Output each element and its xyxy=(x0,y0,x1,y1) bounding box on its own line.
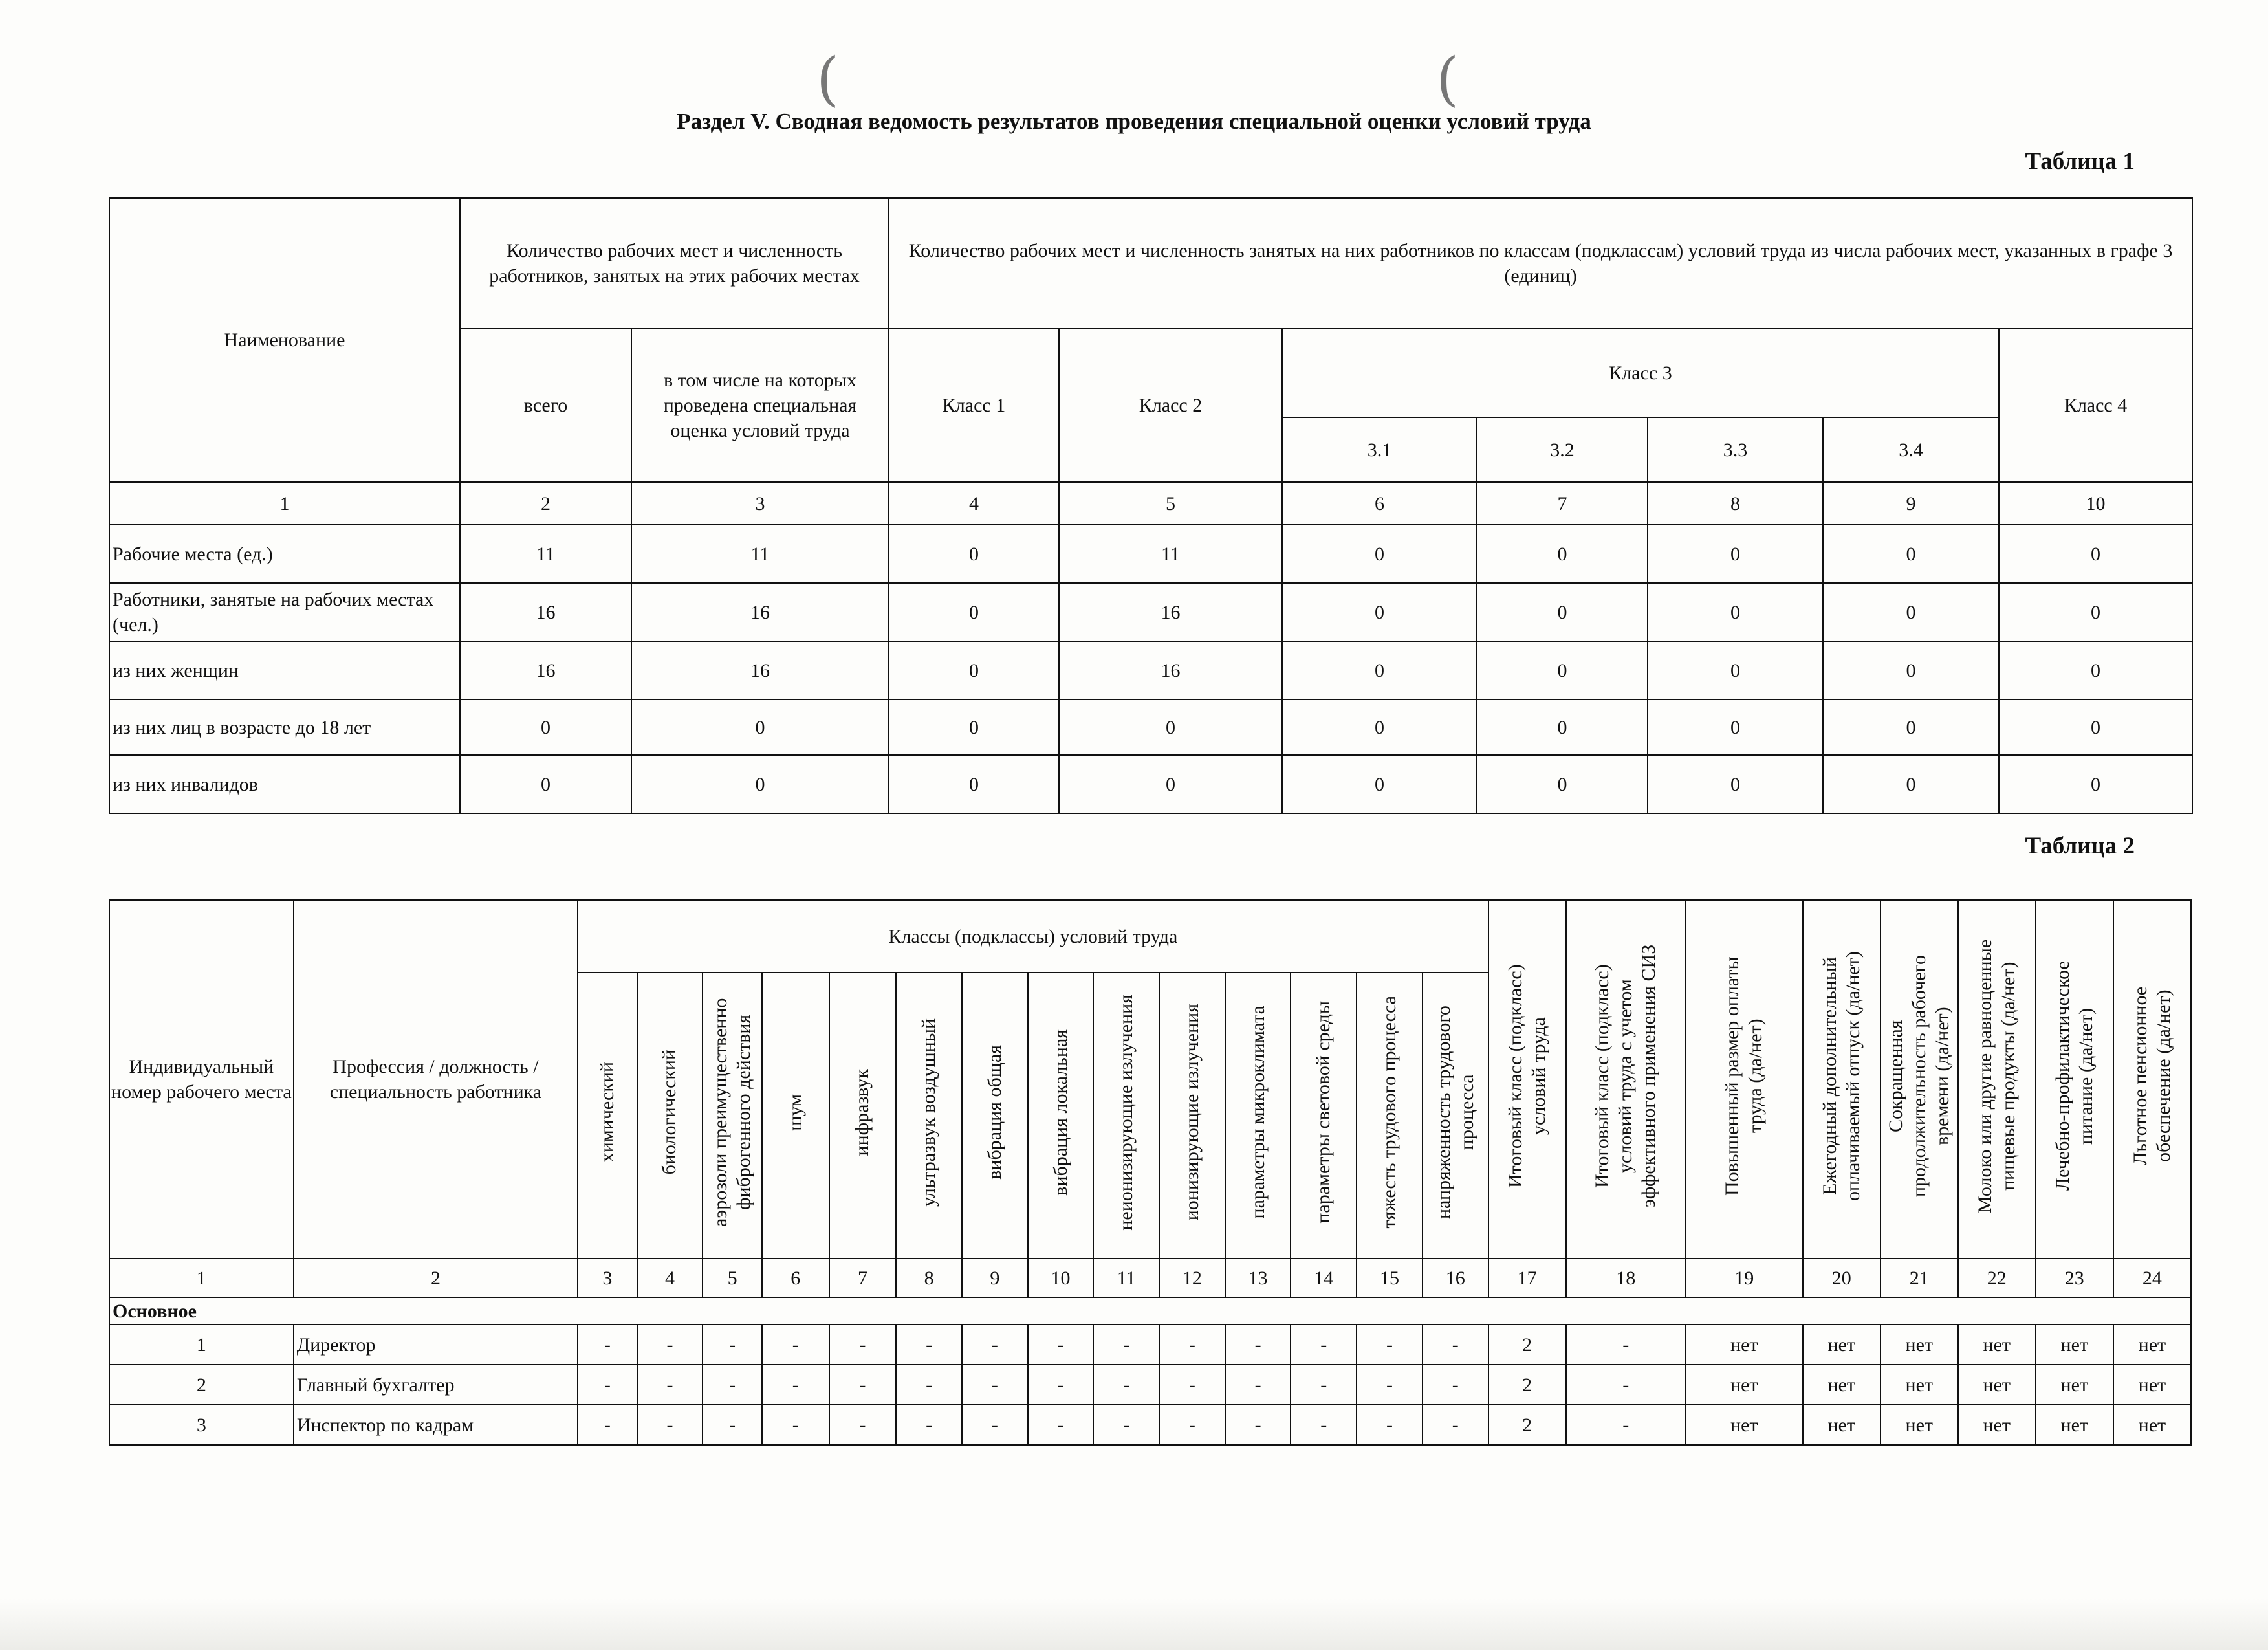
row-label: из них женщин xyxy=(109,641,460,699)
workplace-id: 3 xyxy=(109,1405,294,1445)
t2-header-factor xyxy=(1423,973,1488,1259)
table-row xyxy=(109,1405,2191,1445)
t1-header-class2: Класс 2 xyxy=(1059,329,1282,482)
cell-value: 0 xyxy=(1648,641,1823,699)
cell-value: 0 xyxy=(889,641,1059,699)
t2-header-factor-label: инфразвук xyxy=(851,1068,873,1156)
factor-class: - xyxy=(1423,1325,1488,1365)
cell-value: 0 xyxy=(1059,755,1282,813)
t2-header-preventive-nutrition xyxy=(2036,900,2113,1259)
t2-header-factor xyxy=(829,973,897,1259)
cell-value: 0 xyxy=(1059,699,1282,755)
cell-value: 16 xyxy=(460,641,631,699)
column-number: 7 xyxy=(829,1259,897,1297)
t2-header-factor-label: вибрация локальная xyxy=(1049,1029,1071,1196)
t2-header-factor xyxy=(1159,973,1225,1259)
factor-class: - xyxy=(637,1365,703,1405)
column-number: 8 xyxy=(896,1259,962,1297)
column-number: 14 xyxy=(1291,1259,1357,1297)
cell-value: 0 xyxy=(1477,583,1648,641)
table-row xyxy=(109,699,2192,755)
t2-header-factor xyxy=(1225,973,1291,1259)
t2-header-factor xyxy=(637,973,703,1259)
t2-header-factor-label: шум xyxy=(784,1094,806,1131)
t1-header-name: Наименование xyxy=(109,198,460,482)
cell-value: 0 xyxy=(1648,755,1823,813)
factor-class: - xyxy=(962,1365,1028,1405)
factor-class: - xyxy=(637,1325,703,1365)
t2-header-preventive-nutrition-label: Лечебно-профилактическое питание (да/нет) xyxy=(2051,961,2097,1191)
profession-name: Главный бухгалтер xyxy=(294,1365,578,1405)
factor-class: - xyxy=(762,1365,829,1405)
t2-header-factor xyxy=(1291,973,1357,1259)
table1 xyxy=(109,197,2193,814)
t2-header-milk xyxy=(1958,900,2036,1259)
cell-value: 0 xyxy=(1823,699,1999,755)
column-number: 13 xyxy=(1225,1259,1291,1297)
t1-header-class1: Класс 1 xyxy=(889,329,1059,482)
cell-value: 0 xyxy=(1282,699,1477,755)
column-number: 4 xyxy=(637,1259,703,1297)
t2-header-final-class-label: Итоговый класс (подкласс) условий труда xyxy=(1504,964,1549,1188)
t2-header-profession: Профессия / должность / специальность работника xyxy=(294,900,578,1259)
cell-value: 16 xyxy=(1059,583,1282,641)
final-class: 2 xyxy=(1488,1325,1566,1365)
t2-header-extra-leave-label: Ежегодный дополнительный оплачиваемый отпуск (да/нет) xyxy=(1818,951,1864,1201)
t2-header-reduced-hours-label: Сокращенная продолжительность рабочего времени (да/нет) xyxy=(1884,954,1953,1198)
benefit-value: нет xyxy=(1803,1405,1881,1445)
factor-class: - xyxy=(1159,1365,1225,1405)
column-number: 4 xyxy=(889,482,1059,525)
cell-value: 0 xyxy=(889,525,1059,583)
t2-header-final-class xyxy=(1488,900,1566,1259)
final-class: 2 xyxy=(1488,1365,1566,1405)
row-label: Работники, занятые на рабочих местах (чел.) xyxy=(109,583,460,641)
cell-value: 0 xyxy=(460,755,631,813)
t2-header-factor xyxy=(962,973,1028,1259)
factor-class: - xyxy=(1028,1405,1094,1445)
column-number: 23 xyxy=(2036,1259,2113,1297)
factor-class: - xyxy=(896,1365,962,1405)
factor-class: - xyxy=(962,1405,1028,1445)
cell-value: 0 xyxy=(1999,525,2192,583)
t1-header-classes-group: Количество рабочих мест и численность занятых на них работников по классам (подклассам) условий труда из числа рабочих мест, указанных в графе 3 (единиц) xyxy=(889,198,2192,329)
t2-header-factor-label: химический xyxy=(596,1062,618,1163)
t2-header-final-class-siz-label: Итоговый класс (подкласс) условий труда с учетом эффективного применения СИЗ xyxy=(1591,944,1660,1208)
factor-class: - xyxy=(578,1405,637,1445)
cell-value: 0 xyxy=(1823,525,1999,583)
benefit-value: нет xyxy=(1686,1365,1803,1405)
column-number: 6 xyxy=(762,1259,829,1297)
cell-value: 11 xyxy=(1059,525,1282,583)
scan-bottom-edge xyxy=(0,1598,2268,1650)
t2-header-factor-label: ультразвук воздушный xyxy=(918,1018,940,1207)
column-number: 12 xyxy=(1159,1259,1225,1297)
t2-header-reduced-hours xyxy=(1881,900,1958,1259)
t1-header-assessed: в том числе на которых проведена специальная оценка условий труда xyxy=(631,329,889,482)
benefit-value: нет xyxy=(1686,1325,1803,1365)
column-number: 21 xyxy=(1881,1259,1958,1297)
t2-header-factor xyxy=(896,973,962,1259)
factor-class: - xyxy=(1291,1405,1357,1445)
column-number: 9 xyxy=(962,1259,1028,1297)
cell-value: 0 xyxy=(889,755,1059,813)
cell-value: 11 xyxy=(460,525,631,583)
t1-header-total: всего xyxy=(460,329,631,482)
factor-class: - xyxy=(703,1365,762,1405)
column-number: 22 xyxy=(1958,1259,2036,1297)
column-number: 7 xyxy=(1477,482,1648,525)
benefit-value: нет xyxy=(1881,1405,1958,1445)
table-row xyxy=(109,583,2192,641)
column-number: 2 xyxy=(294,1259,578,1297)
column-number: 5 xyxy=(703,1259,762,1297)
factor-class: - xyxy=(896,1405,962,1445)
column-number: 6 xyxy=(1282,482,1477,525)
factor-class: - xyxy=(762,1325,829,1365)
cell-value: 0 xyxy=(1648,699,1823,755)
factor-class: - xyxy=(829,1405,897,1445)
t2-header-factor-label: биологический xyxy=(659,1050,681,1175)
factor-class: - xyxy=(1093,1365,1159,1405)
column-number: 5 xyxy=(1059,482,1282,525)
t2-header-factor-label: ионизирующие излучения xyxy=(1181,1004,1203,1221)
cell-value: 16 xyxy=(631,583,889,641)
cell-value: 0 xyxy=(1477,699,1648,755)
benefit-value: нет xyxy=(1881,1365,1958,1405)
factor-class: - xyxy=(1093,1405,1159,1445)
t1-header-class3: Класс 3 xyxy=(1282,329,1999,417)
table2-caption: Таблица 2 xyxy=(2025,833,2135,859)
cell-value: 0 xyxy=(1999,755,2192,813)
factor-class: - xyxy=(1225,1405,1291,1445)
table-row xyxy=(109,755,2192,813)
t1-header-3-4: 3.4 xyxy=(1823,417,1999,482)
factor-class: - xyxy=(1093,1325,1159,1365)
column-number: 3 xyxy=(578,1259,637,1297)
factor-class: - xyxy=(1423,1365,1488,1405)
factor-class: - xyxy=(1028,1325,1094,1365)
column-number: 15 xyxy=(1357,1259,1423,1297)
column-number: 24 xyxy=(2113,1259,2191,1297)
factor-class: - xyxy=(1028,1365,1094,1405)
column-number: 1 xyxy=(109,1259,294,1297)
factor-class: - xyxy=(1423,1405,1488,1445)
profession-name: Инспектор по кадрам xyxy=(294,1405,578,1445)
column-number: 16 xyxy=(1423,1259,1488,1297)
t2-header-factor-label: параметры световой среды xyxy=(1313,1001,1335,1224)
table1-caption: Таблица 1 xyxy=(2025,148,2135,175)
t1-header-count-group: Количество рабочих мест и численность работников, занятых на этих рабочих местах xyxy=(460,198,889,329)
benefit-value: нет xyxy=(2036,1325,2113,1365)
column-number: 17 xyxy=(1488,1259,1566,1297)
workplace-id: 2 xyxy=(109,1365,294,1405)
column-number: 10 xyxy=(1028,1259,1094,1297)
t2-header-factor-label: неионизирующие излучения xyxy=(1115,994,1137,1231)
column-number: 2 xyxy=(460,482,631,525)
cell-value: 0 xyxy=(1648,583,1823,641)
t1-header-class4: Класс 4 xyxy=(1999,329,2192,482)
cell-value: 0 xyxy=(1282,525,1477,583)
t2-header-factor xyxy=(1028,973,1094,1259)
factor-class: - xyxy=(1291,1365,1357,1405)
column-number: 18 xyxy=(1566,1259,1686,1297)
workplace-id: 1 xyxy=(109,1325,294,1365)
t2-header-factor-label: тяжесть трудового процесса xyxy=(1378,996,1400,1229)
t2-header-extra-leave xyxy=(1803,900,1881,1259)
cell-value: 0 xyxy=(1823,641,1999,699)
t2-header-factor-label: параметры микроклимата xyxy=(1247,1006,1269,1219)
factor-class: - xyxy=(637,1405,703,1445)
row-label: из них лиц в возрасте до 18 лет xyxy=(109,699,460,755)
factor-class: - xyxy=(703,1405,762,1445)
table2 xyxy=(109,899,2192,1446)
benefit-value: нет xyxy=(2113,1405,2191,1445)
benefit-value: нет xyxy=(2113,1365,2191,1405)
cell-value: 0 xyxy=(460,699,631,755)
factor-class: - xyxy=(1225,1365,1291,1405)
cell-value: 0 xyxy=(1477,525,1648,583)
benefit-value: нет xyxy=(2036,1365,2113,1405)
t1-header-3-1: 3.1 xyxy=(1282,417,1477,482)
table-row xyxy=(109,525,2192,583)
cell-value: 16 xyxy=(460,583,631,641)
factor-class: - xyxy=(829,1325,897,1365)
final-class-siz: - xyxy=(1566,1405,1686,1445)
benefit-value: нет xyxy=(1958,1325,2036,1365)
cell-value: 16 xyxy=(1059,641,1282,699)
factor-class: - xyxy=(829,1365,897,1405)
cell-value: 0 xyxy=(631,699,889,755)
cell-value: 11 xyxy=(631,525,889,583)
t1-header-3-2: 3.2 xyxy=(1477,417,1648,482)
benefit-value: нет xyxy=(1881,1325,1958,1365)
cell-value: 16 xyxy=(631,641,889,699)
cell-value: 0 xyxy=(1282,641,1477,699)
t2-header-factor xyxy=(1093,973,1159,1259)
cell-value: 0 xyxy=(1999,699,2192,755)
t2-header-factor-label: аэрозоли преимущественно фиброгенного действия xyxy=(710,998,755,1227)
t2-header-increased-pay xyxy=(1686,900,1803,1259)
t2-header-factor-label: напряженность трудового процесса xyxy=(1432,1006,1477,1219)
cell-value: 0 xyxy=(1282,583,1477,641)
final-class-siz: - xyxy=(1566,1325,1686,1365)
column-number: 3 xyxy=(631,482,889,525)
column-number: 11 xyxy=(1093,1259,1159,1297)
t2-header-milk-label: Молоко или другие равноценные пищевые продукты (да/нет) xyxy=(1974,939,2019,1213)
column-number: 1 xyxy=(109,482,460,525)
factor-class: - xyxy=(1357,1405,1423,1445)
cell-value: 0 xyxy=(1477,755,1648,813)
profession-name: Директор xyxy=(294,1325,578,1365)
column-number: 10 xyxy=(1999,482,2192,525)
table-row xyxy=(109,641,2192,699)
t2-header-pension-label: Льготное пенсионное обеспечение (да/нет) xyxy=(2129,986,2174,1166)
column-number: 9 xyxy=(1823,482,1999,525)
t1-column-numbers xyxy=(109,482,2192,525)
cell-value: 0 xyxy=(1999,583,2192,641)
t2-header-factor xyxy=(762,973,829,1259)
benefit-value: нет xyxy=(2113,1325,2191,1365)
factor-class: - xyxy=(578,1365,637,1405)
final-class: 2 xyxy=(1488,1405,1566,1445)
factor-class: - xyxy=(1159,1405,1225,1445)
benefit-value: нет xyxy=(1958,1365,2036,1405)
column-number: 20 xyxy=(1803,1259,1881,1297)
cell-value: 0 xyxy=(1648,525,1823,583)
hole-punch-mark-right: ( xyxy=(1436,45,1459,113)
t2-header-classes: Классы (подклассы) условий труда xyxy=(578,900,1488,973)
table-row xyxy=(109,1325,2191,1365)
t2-header-workplace-id: Индивидуальный номер рабочего места xyxy=(109,900,294,1259)
cell-value: 0 xyxy=(889,583,1059,641)
benefit-value: нет xyxy=(2036,1405,2113,1445)
page-title: Раздел V. Сводная ведомость результатов проведения специальной оценки условий труда xyxy=(677,109,1591,134)
t2-header-pension xyxy=(2113,900,2191,1259)
factor-class: - xyxy=(578,1325,637,1365)
benefit-value: нет xyxy=(1958,1405,2036,1445)
table-row xyxy=(109,1365,2191,1405)
benefit-value: нет xyxy=(1686,1405,1803,1445)
column-number: 19 xyxy=(1686,1259,1803,1297)
row-label: Рабочие места (ед.) xyxy=(109,525,460,583)
cell-value: 0 xyxy=(1999,641,2192,699)
t2-header-factor xyxy=(703,973,762,1259)
column-number: 8 xyxy=(1648,482,1823,525)
cell-value: 0 xyxy=(631,755,889,813)
t2-header-increased-pay-label: Повышенный размер оплаты труда (да/нет) xyxy=(1721,956,1767,1196)
benefit-value: нет xyxy=(1803,1325,1881,1365)
final-class-siz: - xyxy=(1566,1365,1686,1405)
factor-class: - xyxy=(1291,1325,1357,1365)
factor-class: - xyxy=(703,1325,762,1365)
t2-column-numbers xyxy=(109,1259,2191,1297)
factor-class: - xyxy=(1357,1325,1423,1365)
factor-class: - xyxy=(962,1325,1028,1365)
factor-class: - xyxy=(762,1405,829,1445)
row-label: из них инвалидов xyxy=(109,755,460,813)
benefit-value: нет xyxy=(1803,1365,1881,1405)
factor-class: - xyxy=(1159,1325,1225,1365)
cell-value: 0 xyxy=(1477,641,1648,699)
hole-punch-mark-left: ( xyxy=(816,45,840,113)
t2-header-final-class-siz xyxy=(1566,900,1686,1259)
cell-value: 0 xyxy=(889,699,1059,755)
factor-class: - xyxy=(1357,1365,1423,1405)
cell-value: 0 xyxy=(1282,755,1477,813)
t1-header-3-3: 3.3 xyxy=(1648,417,1823,482)
factor-class: - xyxy=(1225,1325,1291,1365)
t2-header-factor-label: вибрация общая xyxy=(983,1045,1005,1180)
t2-header-factor xyxy=(578,973,637,1259)
t2-header-factor xyxy=(1357,973,1423,1259)
cell-value: 0 xyxy=(1823,583,1999,641)
cell-value: 0 xyxy=(1823,755,1999,813)
factor-class: - xyxy=(896,1325,962,1365)
t2-section-label: Основное xyxy=(109,1297,2191,1325)
